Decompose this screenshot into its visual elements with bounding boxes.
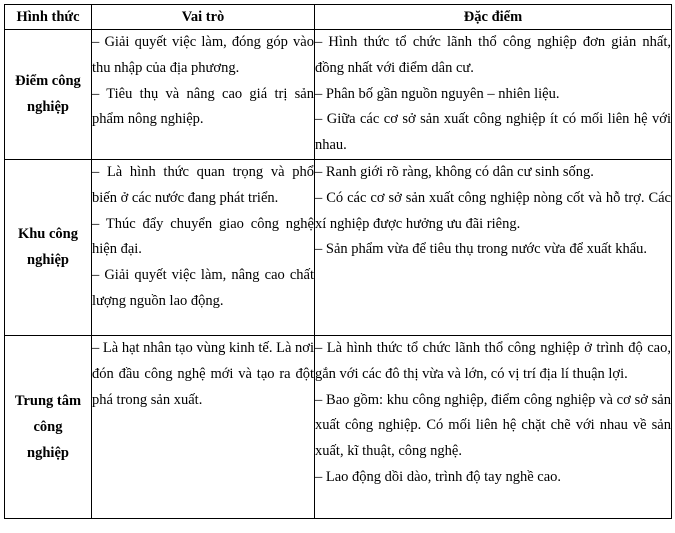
feature-item: – Giữa các cơ sở sản xuất công nghiệp ít có mối liên hệ với nhau.: [315, 111, 671, 154]
industrial-organization-table: [4, 4, 672, 519]
feature-item: – Lao động dồi dào, trình độ tay nghề cao.: [315, 468, 562, 485]
role-cell: [92, 335, 315, 518]
role-item: – Là hình thức quan trọng và phổ biến ở các nước đang phát triển.: [92, 163, 314, 206]
form-label-line: Điểm công: [15, 73, 81, 90]
features-cell: [315, 335, 672, 518]
feature-item: – Hình thức tổ chức lãnh thổ công nghiệp đơn giản nhất, đồng nhất với điểm dân cư.: [315, 34, 671, 76]
features-cell: [315, 159, 672, 335]
role-item: – Thúc đẩy chuyển giao công nghệ hiện đại.: [92, 215, 314, 258]
role-item: – Tiêu thụ và nâng cao giá trị sản phẩm nông nghiệp.: [92, 85, 314, 128]
header-features: Đặc điểm: [315, 5, 672, 30]
header-role: Vai trò: [92, 5, 315, 30]
feature-item: – Sản phẩm vừa để tiêu thụ trong nước vừa để xuất khẩu.: [315, 241, 648, 258]
feature-item: – Có các cơ sở sản xuất công nghiệp nòng cốt và hỗ trợ. Các xí nghiệp được hưởng ưu đãi riêng.: [315, 189, 671, 232]
form-cell: [5, 159, 92, 335]
form-cell: [5, 335, 92, 518]
role-cell: [92, 159, 315, 335]
form-label-line: nghiệp: [27, 444, 69, 461]
table-row: [5, 159, 672, 335]
role-item: – Là hạt nhân tạo vùng kinh tế. Là nơi đón đầu công nghệ mới và tạo ra đột phá trong sản xuất.: [92, 339, 314, 408]
form-label-line: nghiệp: [27, 99, 69, 116]
table-row: [5, 335, 672, 518]
table-row: [5, 30, 672, 160]
header-row: [5, 5, 672, 30]
feature-item: – Bao gồm: khu công nghiệp, điểm công nghiệp và cơ sở sản xuất công nghiệp. Có mối liên hệ chặt chẽ với nhau về sản xuất, kĩ thuật, công nghệ.: [315, 391, 671, 460]
role-item: – Giải quyết việc làm, nâng cao chất lượng nguồn lao động.: [92, 267, 314, 309]
role-item: – Giải quyết việc làm, đóng góp vào thu nhập của địa phương.: [92, 34, 314, 76]
feature-item: – Là hình thức tổ chức lãnh thổ công nghiệp ở trình độ cao, gắn với các đô thị vừa và lớn, có vị trí địa lí thuận lợi.: [315, 339, 671, 382]
feature-item: – Phân bố gần nguồn nguyên – nhiên liệu.: [315, 85, 560, 102]
header-form: Hình thức: [5, 5, 92, 30]
form-label-line: công: [33, 418, 63, 435]
feature-item: – Ranh giới rõ ràng, không có dân cư sinh sống.: [315, 163, 594, 180]
form-label-line: Trung tâm: [14, 392, 82, 409]
features-cell: [315, 30, 672, 160]
form-label-line: Khu công: [17, 226, 79, 243]
form-cell: [5, 30, 92, 160]
role-cell: [92, 30, 315, 160]
form-label-line: nghiệp: [27, 252, 69, 269]
